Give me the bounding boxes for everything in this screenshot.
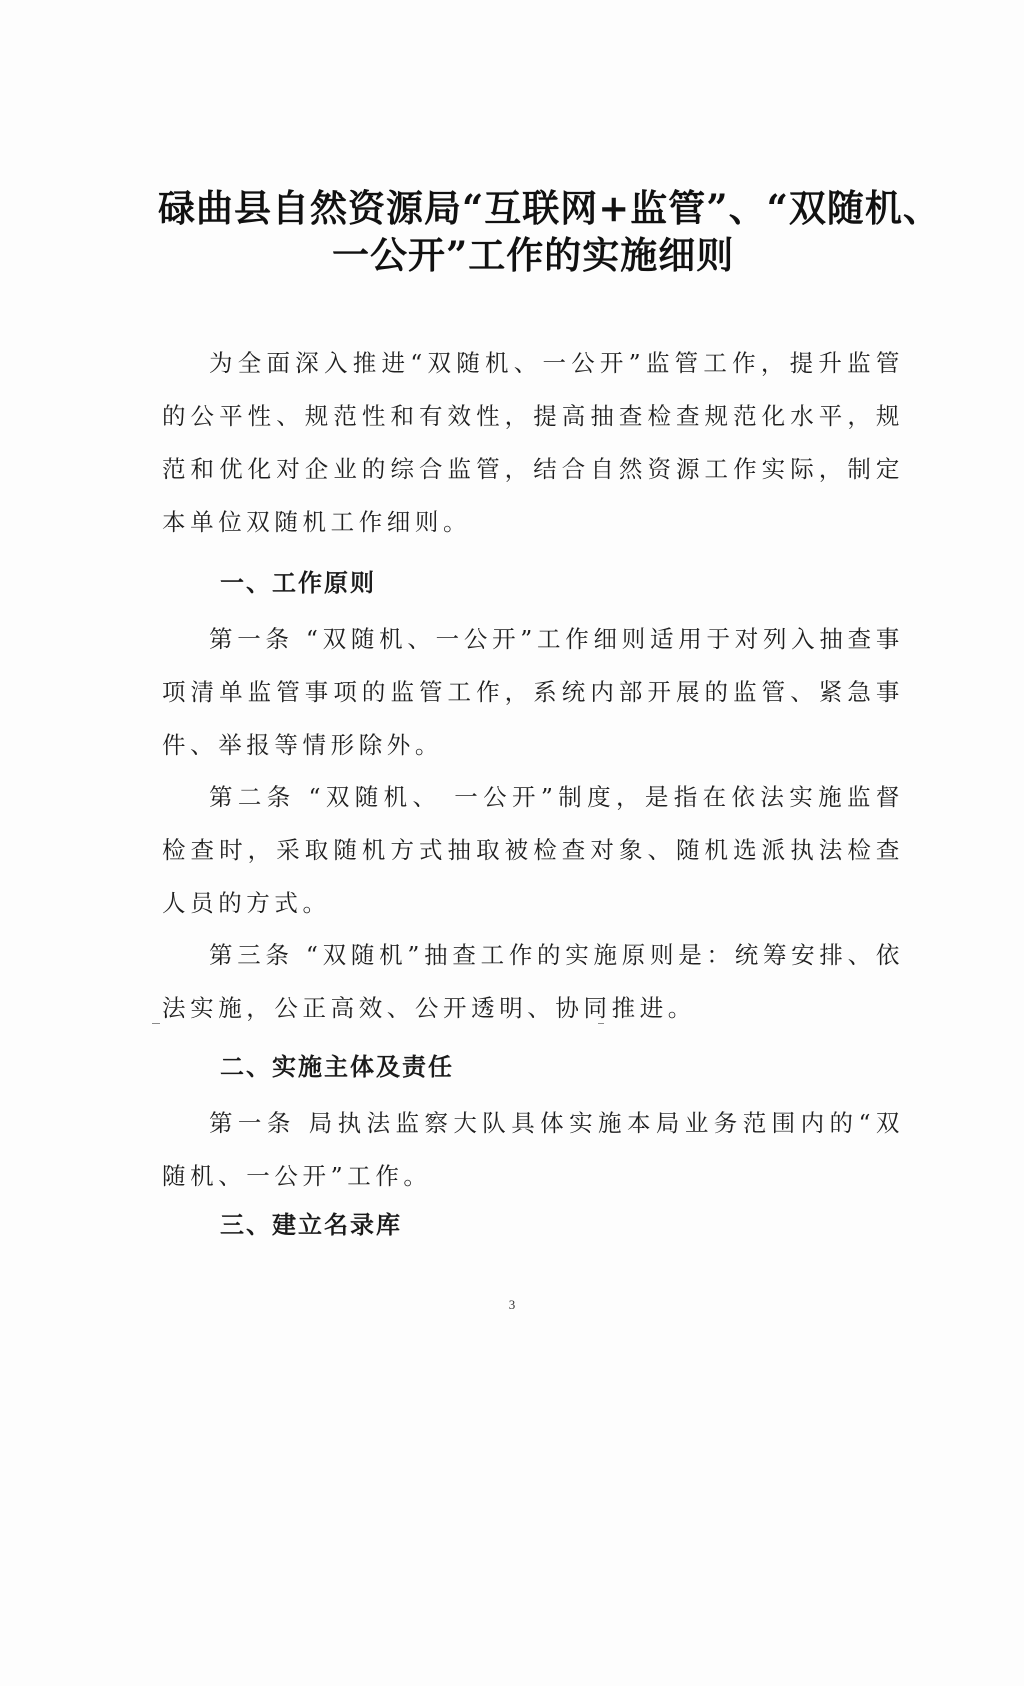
intro-paragraph: 为全面深入推进“双随机、一公开”监管工作，提升监管的公平性、规范性和有效性，提高抽查检查规范化水平，规范和优化对企业的综合监管，结合自然资源工作实际，制定本单位双随机工作细则。	[162, 349, 904, 536]
page-number: 3	[508, 1297, 516, 1312]
section-heading-principles: 一、工作原则	[220, 569, 376, 597]
article-paragraph: 第一条 “双随机、一公开”工作细则适用于对列入抽查事项清单监管事项的监管工作，系统内部开展的监管、紧急事件、举报等情形除外。	[162, 625, 904, 759]
scan-artifact-mark	[598, 1023, 604, 1024]
document-title-line-1: 碌曲县自然资源局“互联网+监管”、“双随机、	[158, 186, 941, 230]
article-paragraph: 第一条 局执法监察大队具体实施本局业务范围内的“双随机、一公开”工作。	[162, 1109, 904, 1190]
article-paragraph: 第三条 “双随机”抽查工作的实施原则是：统筹安排、依法实施，公正高效、公开透明、协同推进。	[162, 941, 904, 1022]
scan-artifact-mark	[152, 1023, 160, 1024]
section-heading-responsibility: 二、实施主体及责任	[220, 1053, 454, 1081]
article-paragraph: 第二条 “双随机、 一公开”制度，是指在依法实施监督检查时，采取随机方式抽取被检查对象、随机选派执法检查人员的方式。	[162, 783, 904, 917]
section-heading-directory: 三、建立名录库	[220, 1211, 402, 1239]
document-title-line-2: 一公开”工作的实施细则	[332, 233, 735, 277]
